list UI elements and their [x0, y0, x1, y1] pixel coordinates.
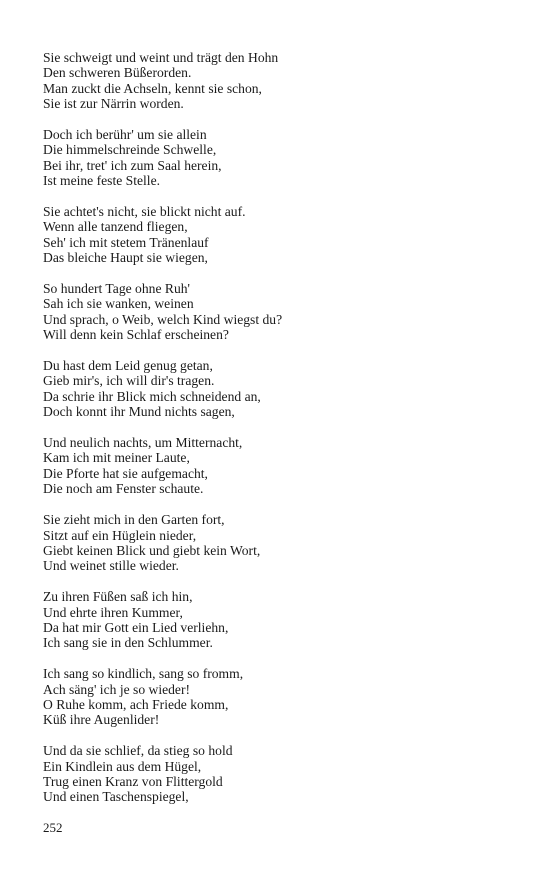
page-number: 252	[43, 820, 63, 835]
verse-line: Ein Kindlein aus dem Hügel,	[43, 758, 202, 774]
verse-line: Bei ihr, tret' ich zum Saal herein,	[43, 157, 222, 173]
stanza	[43, 204, 513, 266]
stanza	[43, 435, 513, 497]
verse-line: Küß ihre Augenlider!	[43, 712, 160, 728]
verse-line: Und sprach, o Weib, welch Kind wiegst du?	[43, 311, 283, 327]
poem-text	[43, 50, 513, 820]
verse-line: Sie ist zur Närrin worden.	[43, 96, 184, 112]
verse-line: Trug einen Kranz von Flittergold	[43, 773, 223, 789]
verse-line: Die noch am Fenster schaute.	[43, 481, 204, 497]
stanza	[43, 589, 513, 651]
verse-line: Und da sie schlief, da stieg so hold	[43, 743, 233, 759]
stanza	[43, 743, 513, 805]
verse-line: Sah ich sie wanken, weinen	[43, 296, 194, 312]
stanza	[43, 281, 513, 343]
stanza	[43, 50, 513, 112]
verse-line: Sie achtet's nicht, sie blickt nicht auf.	[43, 204, 246, 220]
verse-line: Ich sang so kindlich, sang so fromm,	[43, 666, 244, 682]
verse-line: Die himmelschreinde Schwelle,	[43, 142, 217, 158]
verse-line: Giebt keinen Blick und giebt kein Wort,	[43, 542, 261, 558]
verse-line: Da hat mir Gott ein Lied verliehn,	[43, 619, 229, 635]
verse-line: Die Pforte hat sie aufgemacht,	[43, 465, 208, 481]
verse-line: Und neulich nachts, um Mitternacht,	[43, 435, 243, 451]
verse-line: Doch konnt ihr Mund nichts sagen,	[43, 404, 235, 420]
verse-line: Das bleiche Haupt sie wiegen,	[43, 250, 208, 266]
verse-line: Sitzt auf ein Hüglein nieder,	[43, 527, 197, 543]
stanza	[43, 127, 513, 189]
verse-line: Seh' ich mit stetem Tränenlauf	[43, 234, 209, 250]
verse-line: Zu ihren Füßen saß ich hin,	[43, 589, 193, 605]
verse-line: Und ehrte ihren Kummer,	[43, 604, 183, 620]
verse-line: Ach säng' ich je so wieder!	[43, 681, 191, 697]
verse-line: Ist meine feste Stelle.	[43, 173, 161, 189]
verse-line: Und einen Taschenspiegel,	[43, 789, 189, 805]
verse-line: Sie schweigt und weint und trägt den Hohn	[43, 50, 279, 65]
verse-line: Will denn kein Schlaf erscheinen?	[43, 327, 229, 343]
verse-line: Gieb mir's, ich will dir's tragen.	[43, 373, 215, 389]
stanza	[43, 666, 513, 728]
stanza	[43, 358, 513, 420]
verse-line: Doch ich berühr' um sie allein	[43, 127, 207, 143]
stanza	[43, 512, 513, 574]
verse-line: Sie zieht mich in den Garten fort,	[43, 512, 225, 528]
verse-line: Kam ich mit meiner Laute,	[43, 450, 190, 466]
verse-line: Den schweren Büßerorden.	[43, 65, 192, 81]
verse-line: Da schrie ihr Blick mich schneidend an,	[43, 388, 261, 404]
verse-line: Und weinet stille wieder.	[43, 558, 179, 574]
verse-line: Ich sang sie in den Schlummer.	[43, 635, 213, 651]
verse-line: Du hast dem Leid genug getan,	[43, 358, 213, 374]
verse-line: Man zuckt die Achseln, kennt sie schon,	[43, 80, 262, 96]
verse-line: So hundert Tage ohne Ruh'	[43, 281, 190, 297]
verse-line: O Ruhe komm, ach Friede komm,	[43, 696, 229, 712]
verse-line: Wenn alle tanzend fliegen,	[43, 219, 188, 235]
